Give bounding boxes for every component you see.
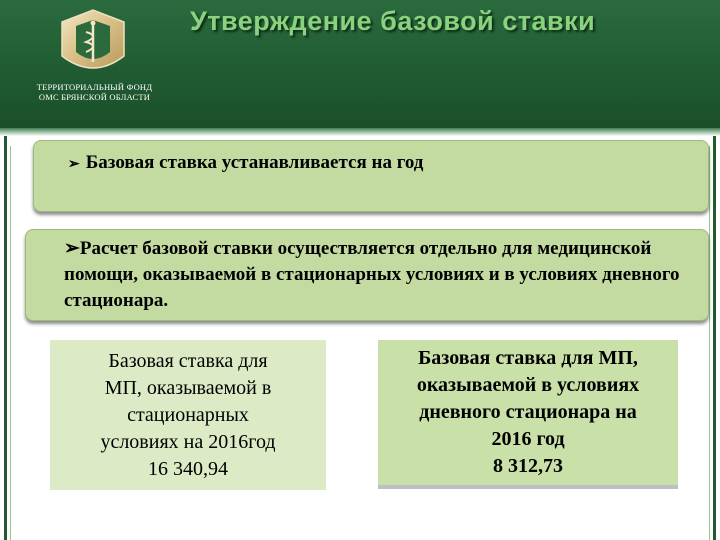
arrow-bullet-icon: ➢ xyxy=(68,157,80,172)
card-1-line-3: стационарных xyxy=(127,403,249,426)
base-rate-day-hospital-card xyxy=(378,340,678,485)
bullet-2 xyxy=(64,236,684,314)
card-1-line-4: условиях на 2016год xyxy=(100,430,276,453)
bullet-1 xyxy=(68,152,628,174)
card-2-line-2: оказываемой в условиях xyxy=(416,374,640,396)
fund-logo-icon xyxy=(56,8,130,80)
base-rate-inpatient-card xyxy=(50,340,326,490)
card-1-value: 16 340,94 xyxy=(148,457,228,480)
card-2-value: 8 312,73 xyxy=(493,455,563,477)
header-divider xyxy=(0,128,720,136)
card-1-line-1: Базовая ставка для xyxy=(108,349,268,372)
bullet-2-text: Расчет базовой ставки осуществляется отдельно для медицинской помощи, оказываемой в стационарных условиях и в условиях дневного стационара. xyxy=(64,238,680,311)
logo-caption-line1: ТЕРРИТОРИАЛЬНЫЙ ФОНД xyxy=(36,82,153,92)
page-title: Утверждение базовой ставки xyxy=(190,6,596,36)
logo-caption-line2: ОМС БРЯНСКОЙ ОБЛАСТИ xyxy=(38,92,151,102)
card-2-line-1: Базовая ставка для МП, xyxy=(418,347,638,369)
bullet-box-1 xyxy=(33,140,709,212)
card-2-line-3: дневного стационара на xyxy=(419,401,637,423)
card-2-line-4: 2016 год xyxy=(491,428,565,450)
arrow-bullet-icon: ➢ xyxy=(64,238,80,259)
card-1-line-2: МП, оказываемой в xyxy=(104,376,272,399)
bullet-1-text: Базовая ставка устанавливается на год xyxy=(85,152,424,173)
logo-caption xyxy=(22,82,167,102)
